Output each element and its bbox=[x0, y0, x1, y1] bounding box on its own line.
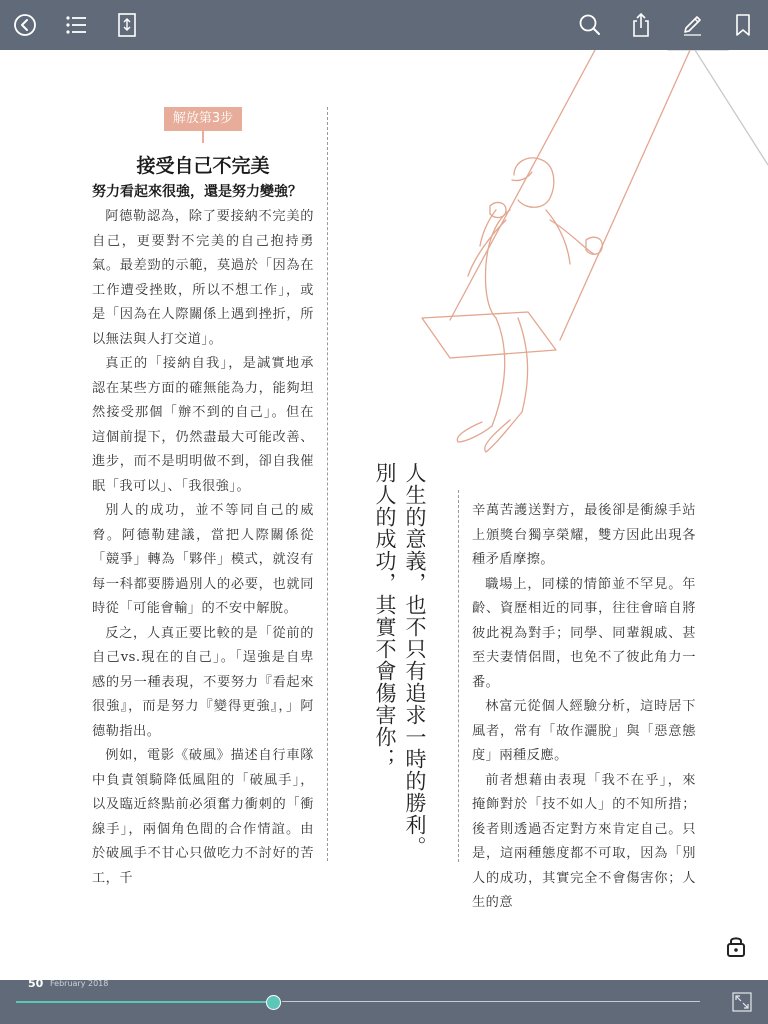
article-subtitle: 努力看起來很強，還是努力變強？ bbox=[92, 184, 302, 200]
top-toolbar bbox=[0, 0, 768, 50]
page-slider-track[interactable] bbox=[282, 1001, 700, 1002]
fullscreen-icon[interactable] bbox=[732, 992, 752, 1012]
column-divider bbox=[327, 107, 328, 861]
pull-quote-line: 人生的意義，也不只有追求一時的勝利。 bbox=[403, 462, 427, 858]
back-circle-icon[interactable] bbox=[9, 9, 41, 41]
magazine-page bbox=[0, 50, 768, 980]
page-slider-thumb[interactable] bbox=[266, 995, 281, 1010]
right-text-column bbox=[472, 499, 696, 916]
list-icon[interactable] bbox=[60, 9, 92, 41]
left-text-column bbox=[92, 205, 314, 891]
lock-icon[interactable] bbox=[726, 934, 746, 958]
page-number: 50 bbox=[28, 977, 44, 990]
paragraph: 阿德勒認為，除了要接納不完美的自己，更要對不完美的自己抱持勇氣。最差勁的示範，莫過於「因為在工作遭受挫敗，所以不想工作」，或是「因為在人際關係上遇到挫折，所以無法與人打交道」。 bbox=[92, 209, 314, 347]
bookmark-icon[interactable] bbox=[727, 9, 759, 41]
paragraph: 反之，人真正要比較的是「從前的自己vs.現在的自己」。「逞強是自卑感的另一種表現，不要努力『看起來很強』，而是努力『變得更強』，」阿德勒指出。 bbox=[92, 625, 314, 739]
pull-quote bbox=[370, 462, 430, 862]
paragraph: 前者想藉由表現「我不在乎」，來掩飾對於「技不如人」的不知所措；後者則透過否定對方來肯定自己。只是，這兩種態度都不可取，因為「別人的成功，其實完全不會傷害你；人生的意 bbox=[472, 772, 696, 910]
bottom-bar bbox=[0, 977, 768, 1024]
pencil-icon[interactable] bbox=[676, 9, 708, 41]
swing-illustration bbox=[410, 50, 768, 480]
step-tag: 解放第3步 bbox=[164, 107, 242, 131]
paragraph: 真正的「接納自我」，是誠實地承認在某些方面的確無能為力，能夠坦然接受那個「辦不到的自己」。但在這個前提下，仍然盡最大可能改善、進步，而不是明明做不到，卻自我催眠「我可以」、「我很強」。 bbox=[92, 356, 314, 494]
paragraph: 職場上，同樣的情節並不罕見。年齡、資歷相近的同事，往往會暗自將彼此視為對手；同學、同輩親戚、甚至夫妻情侶間，也免不了彼此角力一番。 bbox=[472, 576, 696, 690]
pull-quote-line: 別人的成功，其實不會傷害你； bbox=[373, 462, 397, 770]
paragraph: 林富元從個人經驗分析，這時居下風者，常有「故作灑脫」與「惡意態度」兩種反應。 bbox=[472, 699, 696, 763]
article-title: 接受自己不完美 bbox=[136, 155, 270, 177]
paragraph: 辛萬苦護送對方，最後卻是衝線手站上頒獎台獨享榮耀，雙方因此出現各種矛盾摩擦。 bbox=[472, 503, 696, 567]
paragraph: 例如，電影《破風》描述自行車隊中負責領騎降低風阻的「破風手」，以及臨近終點前必須奮力衝刺的「衝線手」，兩個角色間的合作情誼。由於破風手不甘心只做吃力不討好的苦工，千 bbox=[92, 748, 314, 886]
column-divider bbox=[458, 490, 459, 862]
share-icon[interactable] bbox=[625, 9, 657, 41]
page-slider-progress[interactable] bbox=[16, 1001, 266, 1003]
paragraph: 別人的成功，並不等同自己的威脅。阿德勒建議，當把人際關係從「競爭」轉為「夥伴」模式，就沒有每一科都要勝過別人的必要，也就同時從「可能會輸」的不安中解脫。 bbox=[92, 503, 314, 616]
download-page-icon[interactable] bbox=[111, 9, 143, 41]
issue-date: February 2018 bbox=[50, 979, 109, 988]
search-icon[interactable] bbox=[574, 9, 606, 41]
step-tag-stem bbox=[202, 131, 204, 143]
